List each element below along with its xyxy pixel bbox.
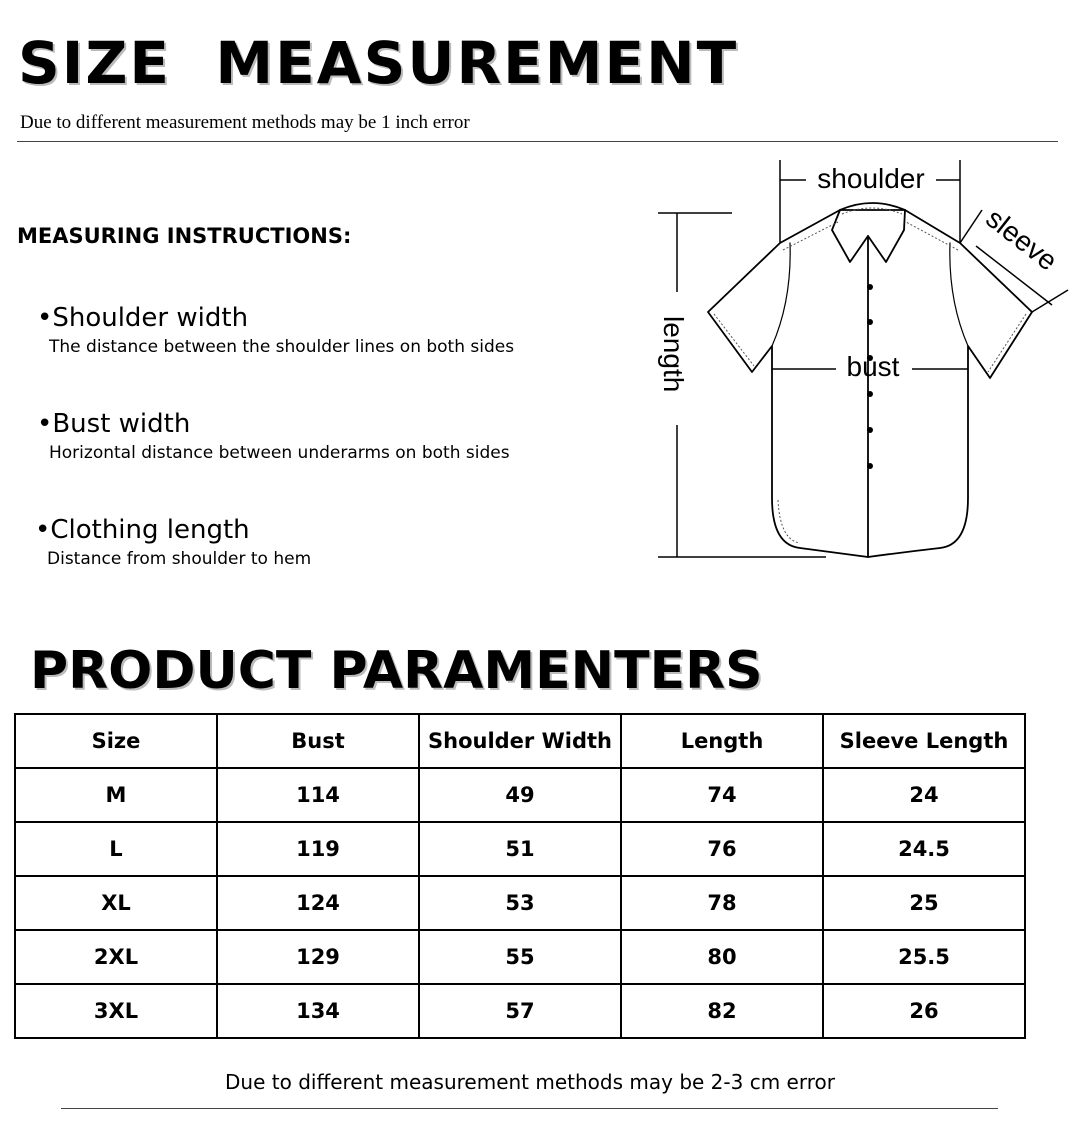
instruction-length (35, 517, 311, 568)
table-row (15, 822, 1025, 876)
table-cell: 53 (419, 876, 621, 930)
size-table (14, 713, 1026, 1039)
table-cell: 134 (217, 984, 419, 1038)
instruction-description: The distance between the shoulder lines on both sides (49, 337, 515, 357)
table-cell: 2XL (15, 930, 217, 984)
product-parameters-title: PRODUCT PARAMENTERS (30, 641, 763, 701)
top-divider (17, 141, 1058, 142)
table-cell: 114 (217, 768, 419, 822)
table-cell: XL (15, 876, 217, 930)
column-header: Size (15, 714, 217, 768)
table-cell: 119 (217, 822, 419, 876)
table-cell: 26 (823, 984, 1025, 1038)
shirt-diagram (650, 150, 1070, 570)
instruction-description: Distance from shoulder to hem (47, 549, 312, 569)
column-header: Bust (217, 714, 419, 768)
table-cell: 24 (823, 768, 1025, 822)
column-header: Shoulder Width (419, 714, 621, 768)
column-header: Length (621, 714, 823, 768)
shoulder-label: shoulder (817, 163, 925, 194)
sleeve-label: sleeve (980, 202, 1064, 277)
footer-note: Due to different measurement methods may be 2-3 cm error (225, 1070, 835, 1094)
bust-label: bust (846, 351, 900, 382)
length-label: length (658, 316, 689, 393)
table-row (15, 930, 1025, 984)
table-cell: 25 (823, 876, 1025, 930)
table-row (15, 984, 1025, 1038)
table-row (15, 768, 1025, 822)
table-cell: 57 (419, 984, 621, 1038)
table-cell: M (15, 768, 217, 822)
table-header-row (15, 714, 1025, 768)
page-title: SIZE MEASUREMENT (18, 29, 739, 97)
table-cell: 49 (419, 768, 621, 822)
page-subtitle: Due to different measurement methods may be 1 inch error (20, 112, 470, 133)
table-cell: 80 (621, 930, 823, 984)
instruction-bust (37, 411, 510, 462)
table-cell: 55 (419, 930, 621, 984)
table-row (15, 876, 1025, 930)
table-cell: 76 (621, 822, 823, 876)
table-cell: 51 (419, 822, 621, 876)
instruction-description: Horizontal distance between underarms on both sides (49, 443, 510, 463)
instructions-heading: MEASURING INSTRUCTIONS: (17, 224, 352, 248)
instruction-title: •Clothing length (35, 515, 250, 545)
table-cell: 82 (621, 984, 823, 1038)
table-cell: 129 (217, 930, 419, 984)
table-cell: 3XL (15, 984, 217, 1038)
table-cell: 124 (217, 876, 419, 930)
table-cell: 24.5 (823, 822, 1025, 876)
instruction-title: •Bust width (37, 409, 191, 439)
table-cell: 78 (621, 876, 823, 930)
column-header: Sleeve Length (823, 714, 1025, 768)
bottom-divider (61, 1108, 998, 1109)
table-cell: 74 (621, 768, 823, 822)
instruction-shoulder (37, 305, 514, 356)
instruction-title: •Shoulder width (37, 303, 249, 333)
table-cell: 25.5 (823, 930, 1025, 984)
table-cell: L (15, 822, 217, 876)
